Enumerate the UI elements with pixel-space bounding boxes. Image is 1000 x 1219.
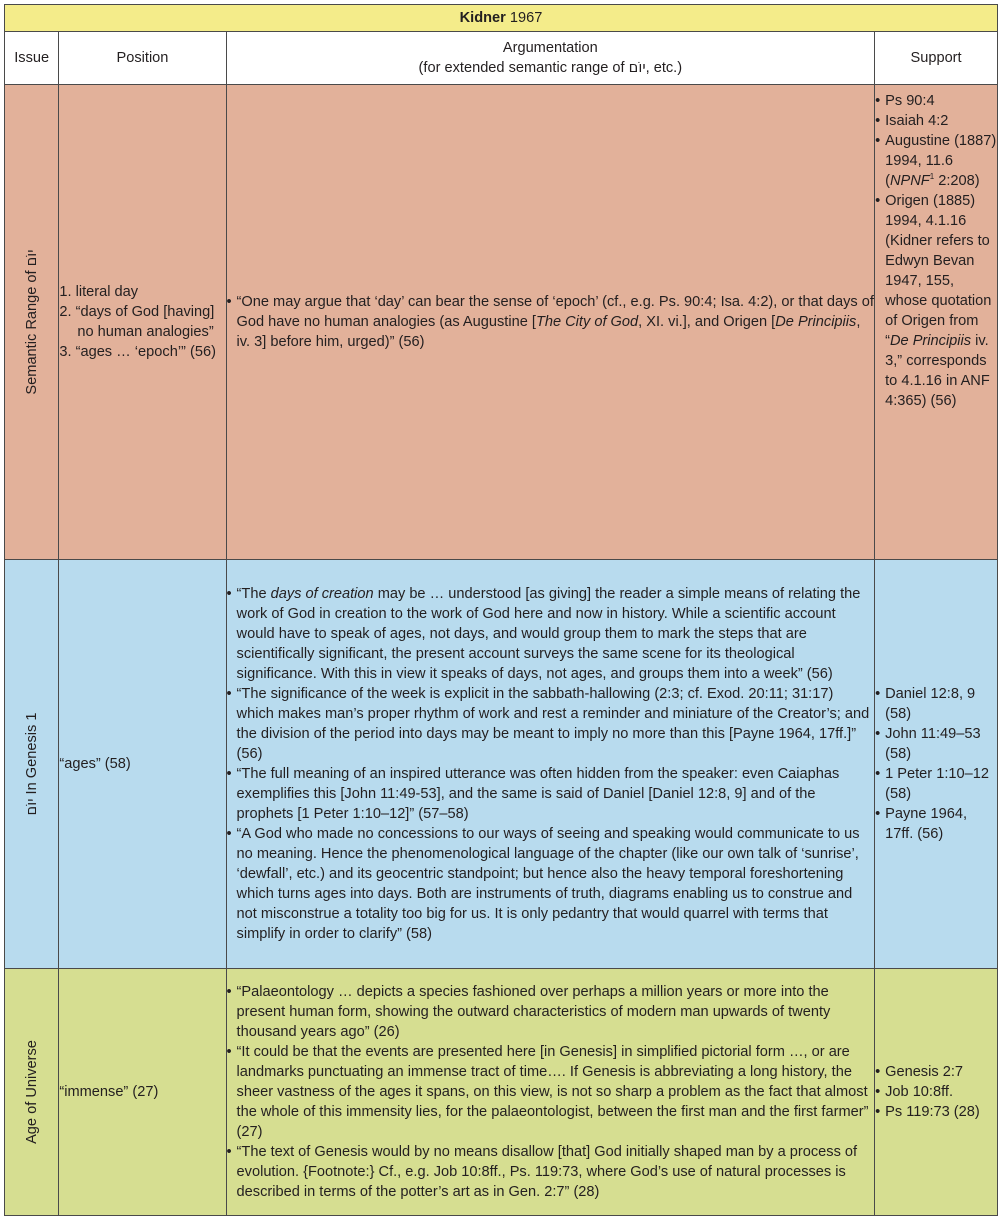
position-cell: “ages” (58) bbox=[59, 560, 226, 969]
issue-label-text: In Genesis 1 bbox=[23, 712, 40, 799]
list-item: • Daniel 12:8, 9 (58) bbox=[875, 684, 997, 724]
argument-list bbox=[227, 292, 875, 352]
support-cell bbox=[875, 85, 998, 560]
title-row bbox=[5, 5, 998, 32]
header-argumentation-line2 bbox=[227, 58, 875, 78]
table-row bbox=[5, 969, 998, 1216]
argument-list bbox=[227, 982, 875, 1202]
hebrew-yom: יוֹם bbox=[628, 59, 646, 76]
list-item: • Ps 90:4 bbox=[875, 91, 997, 111]
header-support: Support bbox=[875, 32, 998, 85]
list-item: • “A God who made no concessions to our ways of seeing and speaking would communicate to us no meaning. Hence the phenomenological language of the chapter (like our own talk of ‘sunrise’, ‘dewfall’, etc.) and its geocentric standpoint; but hence also the heavy temporal foreshortening which turns ages into days. Both are instruments of truth, diagrams enabling us to construe and not misconstrue a totality too big for us. It is only pedantry that would quarrel with terms that simplify in order to clarify” (58) bbox=[227, 824, 875, 944]
hebrew-yom: יוֹם bbox=[22, 249, 40, 267]
header-arg-prefix: (for extended semantic range of bbox=[418, 60, 629, 76]
position-list bbox=[59, 282, 225, 362]
support-cell bbox=[875, 969, 998, 1216]
title-year: 1967 bbox=[509, 10, 543, 26]
header-argumentation-line1: Argumentation bbox=[502, 40, 598, 56]
list-item: • Augustine (1887) 1994, 11.6 (NPNF$^1$ 2:208) bbox=[875, 131, 997, 191]
table-row bbox=[5, 85, 998, 560]
list-item: 1. literal day bbox=[59, 284, 139, 300]
title-author: Kidner bbox=[459, 10, 506, 26]
list-item: • “Palaeontology … depicts a species fashioned over perhaps a million years or more into the present human form, showing the outward characteristics of modern man upwards of twenty thousand years ago” (26) bbox=[227, 982, 875, 1042]
issue-label-text: Semantic Range of bbox=[23, 266, 40, 395]
issue-cell bbox=[5, 85, 59, 560]
header-argumentation bbox=[226, 32, 875, 85]
hebrew-yom: יוֹם bbox=[22, 798, 40, 816]
issue-cell bbox=[5, 560, 59, 969]
support-list bbox=[875, 1062, 997, 1122]
list-item: • 1 Peter 1:10–12 (58) bbox=[875, 764, 997, 804]
list-item: 3. “ages … ‘epoch’” (56) bbox=[59, 344, 216, 360]
table-row bbox=[5, 560, 998, 969]
list-item: • Isaiah 4:2 bbox=[875, 111, 997, 131]
support-list bbox=[875, 91, 997, 411]
list-item: 2. “days of God [having] no human analogies” bbox=[59, 304, 215, 340]
issue-label: Age of Universe bbox=[23, 1040, 40, 1144]
argumentation-cell bbox=[226, 969, 875, 1216]
header-issue: Issue bbox=[5, 32, 59, 85]
issue-cell bbox=[5, 969, 59, 1216]
issue-label bbox=[22, 713, 42, 816]
list-item: • Genesis 2:7 bbox=[875, 1062, 997, 1082]
position-cell bbox=[59, 85, 226, 560]
list-item: • “The significance of the week is explicit in the sabbath-hallowing (2:3; cf. Exod. 20:11; 31:17) which makes man’s proper rhythm of work and rest a reminder and miniature of the Creator’s; and the division of the period into days may be meant to imply no more than this [Payne 1964, 17ff.]” (56) bbox=[227, 684, 875, 764]
list-item: • “The full meaning of an inspired utterance was often hidden from the speaker: even Caiaphas exemplifies this [John 11:49-53], and the same is said of Daniel [Daniel 12:8, 9] and of the prophets [1 Peter 1:10–12]” (57–58) bbox=[227, 764, 875, 824]
list-item: • “The text of Genesis would by no means disallow [that] God initially shaped man by a process of evolution. {Footnote:} Cf., e.g. Job 10:8ff., Ps. 119:73, where God’s use of natural processes is described in terms of the potter’s art as in Gen. 2:7” (28) bbox=[227, 1142, 875, 1202]
support-list bbox=[875, 684, 997, 844]
position-cell: “immense” (27) bbox=[59, 969, 226, 1216]
argument-list bbox=[227, 584, 875, 944]
comparison-table bbox=[4, 4, 998, 1216]
list-item: • “One may argue that ‘day’ can bear the sense of ‘epoch’ (cf., e.g. Ps. 90:4; Isa. 4:2), or that days of God have no human analogies (as Augustine [The City of God, XI. vi.], and Origen [De Principiis, iv. 3] before him, urged)” (56) bbox=[227, 292, 875, 352]
list-item: • “The days of creation may be … understood [as giving] the reader a simple means of relating the work of God in creation to the work of God here and now in history. While a scientific account would have to speak of ages, not days, and would group them to mark the steps that are scientifically significant, the present account surveys the same scene for its theological significance. With this in view it speaks of days, not ages, and groups them into a week” (56) bbox=[227, 584, 875, 684]
list-item: • “It could be that the events are presented here [in Genesis] in simplified pictorial form …, or are landmarks punctuating an immense tract of time…. If Genesis is abbreviating a long history, the sheer vastness of the ages it spans, on this view, is not so sharp a problem as the fact that almost the whole of this immensity lies, for the palaeontologist, between the first man and the first farmer” (27) bbox=[227, 1042, 875, 1142]
table-title bbox=[5, 5, 998, 32]
list-item: • Job 10:8ff. bbox=[875, 1082, 997, 1102]
header-arg-suffix: , etc.) bbox=[645, 60, 683, 76]
list-item: • Ps 119:73 (28) bbox=[875, 1102, 997, 1122]
argumentation-cell bbox=[226, 560, 875, 969]
header-row bbox=[5, 32, 998, 85]
list-item: • Origen (1885) 1994, 4.1.16 (Kidner refers to Edwyn Bevan 1947, 155, whose quotation of Origen from “De Principiis iv. 3,” corresponds to 4.1.16 in ANF 4:365) (56) bbox=[875, 191, 997, 411]
argumentation-cell bbox=[226, 85, 875, 560]
header-position: Position bbox=[59, 32, 226, 85]
list-item: • Payne 1964, 17ff. (56) bbox=[875, 804, 997, 844]
issue-label bbox=[22, 249, 42, 394]
support-cell bbox=[875, 560, 998, 969]
list-item: • John 11:49–53 (58) bbox=[875, 724, 997, 764]
